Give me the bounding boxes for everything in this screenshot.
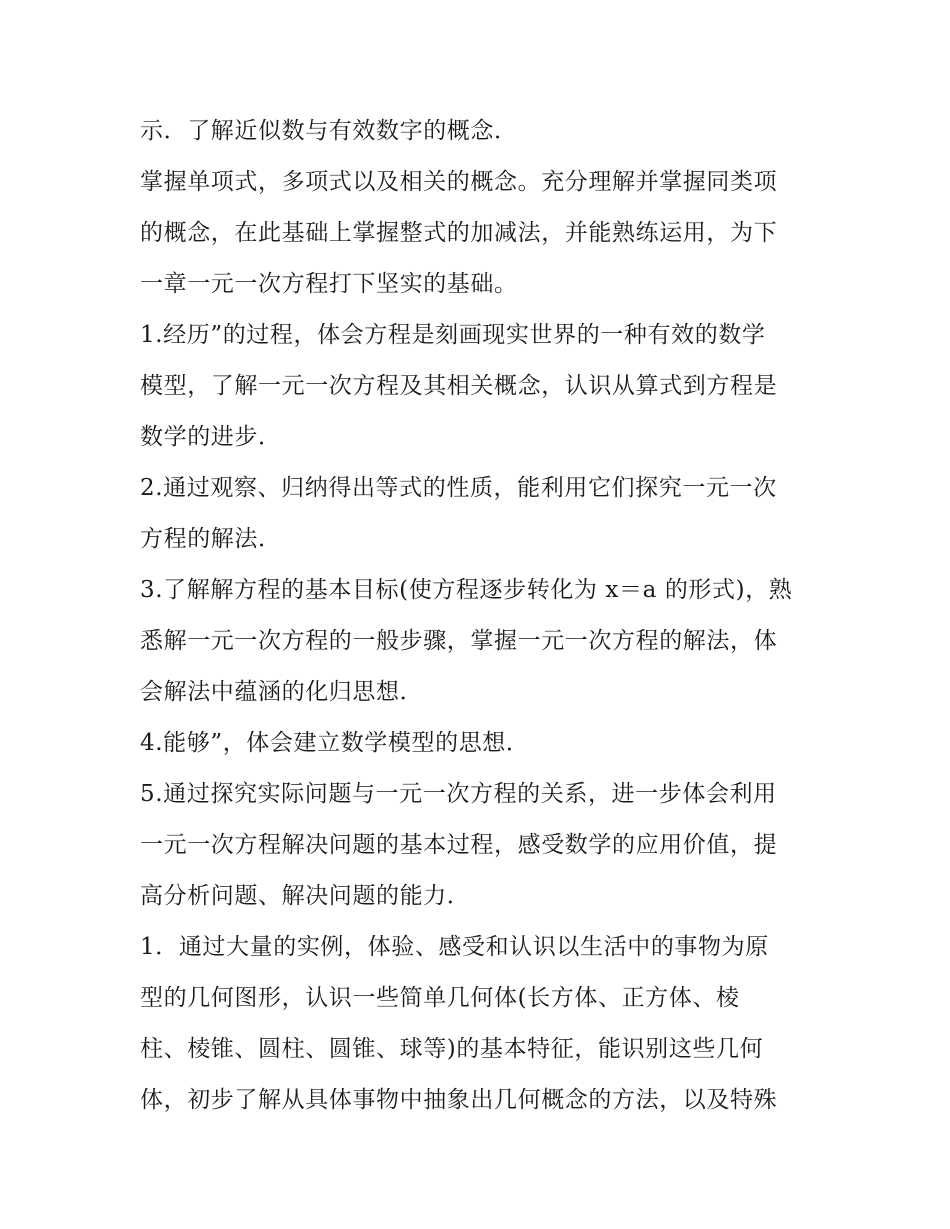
text-line-2: 掌握单项式，多项式以及相关的概念。充分理解并掌握同类项 (140, 169, 778, 195)
text-line-1: 示．了解近似数与有效数字的概念． (140, 118, 518, 144)
text-line-10: 3.了解解方程的基本目标(使方程逐步转化为 x＝a 的形式)，熟 (140, 577, 793, 603)
text-line-4: 一章一元一次方程打下坚实的基础。 (140, 271, 518, 297)
text-line-18: 型的几何图形，认识一些简单几何体(长方体、正方体、棱 (140, 985, 740, 1011)
text-line-17: 1．通过大量的实例，体验、感受和认识以生活中的事物为原 (140, 934, 769, 960)
text-line-7: 数学的进步． (140, 424, 282, 450)
text-line-3: 的概念，在此基础上掌握整式的加减法，并能熟练运用，为下 (140, 220, 778, 246)
text-line-20: 体，初步了解从具体事物中抽象出几何概念的方法，以及特殊 (140, 1087, 778, 1113)
text-line-8: 2.通过观察、归纳得出等式的性质，能利用它们探究一元一次 (140, 475, 777, 501)
text-line-13: 4.能够”，体会建立数学模型的思想． (140, 730, 530, 756)
body-text (140, 106, 820, 1126)
text-line-9: 方程的解法． (140, 526, 282, 552)
text-line-15: 一元一次方程解决问题的基本过程，感受数学的应用价值，提 (140, 832, 778, 858)
text-line-14: 5.通过探究实际问题与一元一次方程的关系，进一步体会利用 (140, 781, 777, 807)
text-line-12: 会解法中蕴涵的化归思想． (140, 679, 424, 705)
text-line-16: 高分析问题、解决问题的能力． (140, 883, 471, 909)
text-line-6: 模型，了解一元一次方程及其相关概念，认识从算式到方程是 (140, 373, 778, 399)
text-line-11: 悉解一元一次方程的一般步骤，掌握一元一次方程的解法，体 (140, 628, 778, 654)
text-line-5: 1.经历”的过程，体会方程是刻画现实世界的一种有效的数学 (140, 322, 766, 348)
text-line-19: 柱、棱锥、圆柱、圆锥、球等)的基本特征，能识别这些几何 (140, 1036, 764, 1062)
